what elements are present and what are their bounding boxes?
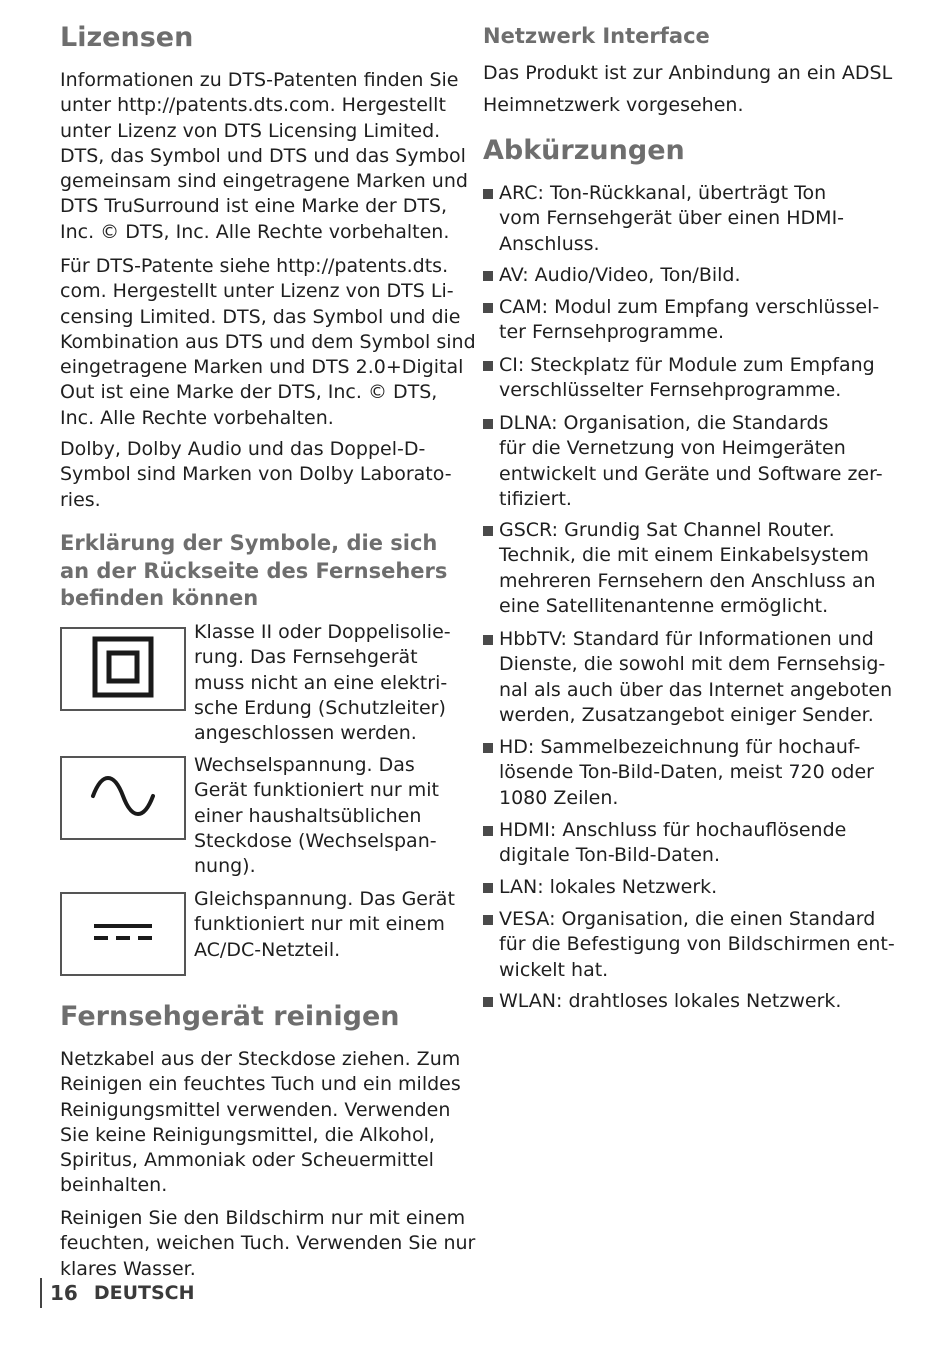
direct-current-icon: [92, 921, 154, 947]
footer-divider: [40, 1278, 42, 1308]
bullet-square-icon: [483, 635, 493, 645]
text-line: mehreren Fernsehern den Anschluss an: [499, 569, 876, 592]
list-item-text: [499, 518, 876, 619]
direct-current-symbol-box: [60, 892, 186, 976]
cleaning-paragraph-1: [60, 1047, 461, 1199]
text-line: Kombination aus DTS und dem Symbol sind: [60, 330, 476, 353]
text-line: digitale Ton-Bild-Daten.: [499, 844, 721, 867]
text-line: censing Limited. DTS, das Symbol und die: [60, 305, 461, 328]
list-item-text: [499, 875, 717, 900]
text-line: Gerät funktioniert nur mit: [194, 779, 439, 802]
double-insulation-icon: [92, 636, 154, 702]
text-line: vom Fernsehgerät über einen HDMI-: [499, 207, 845, 230]
footer-language: DEUTSCH: [93, 1282, 195, 1304]
bullet-square-icon: [483, 526, 493, 536]
text-line: Inc. © DTS, Inc. Alle Rechte vorbehalten.: [60, 220, 450, 243]
text-line: Wechselspannung. Das: [194, 754, 415, 776]
list-item-text: [499, 989, 841, 1014]
symbols-heading: [60, 530, 447, 613]
bullet-square-icon: [483, 826, 493, 836]
list-item-text: [499, 907, 895, 983]
text-line: klares Wasser.: [60, 1257, 196, 1280]
text-line: Spiritus, Ammoniak oder Scheuermittel: [60, 1149, 434, 1172]
text-line: HDMI: Anschluss für hochauflösende: [499, 819, 847, 841]
text-line: rung. Das Fernsehgerät: [194, 646, 418, 669]
network-heading: Netzwerk Interface: [483, 24, 710, 48]
text-line: funktioniert nur mit einem: [194, 913, 445, 936]
bullet-square-icon: [483, 271, 493, 281]
text-line: nal als auch über das Internet angeboten: [499, 678, 893, 701]
list-item-text: [499, 627, 892, 728]
text-line: für die Vernetzung von Heimgeräten: [499, 437, 846, 460]
direct-current-description: [194, 887, 454, 963]
text-line: sche Erdung (Schutzleiter): [194, 696, 446, 719]
cleaning-paragraph-2: [60, 1206, 476, 1282]
bullet-square-icon: [483, 361, 493, 371]
text-line: Gleichspannung. Das Gerät: [194, 888, 455, 910]
text-line: ter Fernsehprogramme.: [499, 321, 725, 344]
alternating-current-icon: [90, 776, 156, 820]
alternating-current-description: [194, 753, 454, 879]
text-line: GSCR: Grundig Sat Channel Router.: [499, 519, 835, 541]
text-line: Netzkabel aus der Steckdose ziehen. Zum: [60, 1048, 461, 1070]
bullet-square-icon: [483, 997, 493, 1007]
text-line: com. Hergestellt unter Lizenz von DTS Li-: [60, 280, 454, 303]
licenses-paragraph-3: [60, 437, 455, 513]
text-line: unter http://patents.dts.com. Hergestellt: [60, 94, 446, 117]
licenses-paragraph-2: [60, 254, 476, 431]
text-line: DLNA: Organisation, die Standards: [499, 412, 829, 434]
text-line: muss nicht an eine elektri-: [194, 671, 448, 694]
text-line: AC/DC-Netzteil.: [194, 938, 341, 961]
text-line: DTS TruSurround ist eine Marke der DTS,: [60, 195, 448, 218]
text-line: Anschluss.: [499, 232, 600, 255]
page-footer: [40, 1278, 195, 1308]
text-line: entwickelt und Geräte und Software zer-: [499, 462, 883, 485]
text-line: Technik, die mit einem Einkabelsystem: [499, 544, 869, 567]
text-line: eingetragene Marken und DTS 2.0+Digital: [60, 356, 464, 379]
abbreviations-heading: Abkürzungen: [483, 135, 685, 166]
text-line: HD: Sammelbezeichnung für hochauf-: [499, 736, 861, 758]
heading-line: Erklärung der Symbole, die sich: [60, 531, 438, 555]
list-item-text: [499, 295, 879, 346]
text-line: 1080 Zeilen.: [499, 786, 619, 809]
page-number: 16: [50, 1281, 78, 1305]
list-item-text: [499, 411, 883, 512]
text-line: Klasse II oder Doppelisolie-: [194, 621, 451, 643]
text-line: Steckdose (Wechselspan-: [194, 829, 437, 852]
text-line: für die Befestigung von Bildschirmen ent-: [499, 933, 895, 956]
heading-line: befinden können: [60, 586, 259, 610]
text-line: DTS, das Symbol und DTS und das Symbol: [60, 144, 466, 167]
licenses-paragraph-1: [60, 68, 468, 245]
text-line: eine Satellitenantenne ermöglicht.: [499, 594, 829, 617]
text-line: Inc. Alle Rechte vorbehalten.: [60, 406, 334, 429]
text-line: HbbTV: Standard für Informationen und: [499, 628, 874, 650]
text-line: ARC: Ton-Rückkanal, überträgt Ton: [499, 182, 827, 204]
text-line: tifiziert.: [499, 487, 572, 510]
text-line: CI: Steckplatz für Module zum Empfang: [499, 354, 875, 376]
text-line: Reinigen Sie den Bildschirm nur mit einem: [60, 1207, 466, 1229]
bullet-square-icon: [483, 743, 493, 753]
cleaning-heading: Fernsehgerät reinigen: [60, 1001, 400, 1032]
text-line: einer haushaltsüblichen: [194, 804, 422, 827]
text-line: Out ist eine Marke der DTS, Inc. © DTS,: [60, 381, 438, 404]
bullet-square-icon: [483, 915, 493, 925]
text-line: nung).: [194, 855, 256, 878]
double-insulation-symbol-box: [60, 627, 186, 711]
text-line: Reinigungsmittel verwenden. Verwenden: [60, 1098, 451, 1121]
licenses-heading: Lizensen: [60, 22, 194, 53]
bullet-square-icon: [483, 419, 493, 429]
text-line: Heimnetzwerk vorgesehen.: [483, 94, 744, 116]
alternating-current-symbol-box: [60, 756, 186, 840]
text-line: AV: Audio/Video, Ton/Bild.: [499, 264, 741, 286]
network-paragraph: [483, 57, 893, 121]
text-line: lösende Ton-Bild-Daten, meist 720 oder: [499, 761, 874, 784]
text-line: Reinigen ein feuchtes Tuch und ein mildes: [60, 1073, 461, 1096]
heading-line: an der Rückseite des Fernsehers: [60, 558, 448, 583]
text-line: Dienste, die sowohl mit dem Fernsehsig-: [499, 653, 886, 676]
text-line: Sie keine Reinigungsmittel, die Alkohol,: [60, 1123, 435, 1146]
list-item-text: [499, 263, 741, 288]
list-item-text: [499, 181, 844, 257]
list-item-text: [499, 353, 875, 404]
text-line: werden, Zusatzangebot einiger Sender.: [499, 703, 874, 726]
bullet-square-icon: [483, 883, 493, 893]
text-line: verschlüsselter Fernsehprogramme.: [499, 379, 842, 402]
text-line: feuchten, weichen Tuch. Verwenden Sie nur: [60, 1232, 476, 1255]
text-line: angeschlossen werden.: [194, 722, 417, 745]
text-line: Informationen zu DTS-Patenten finden Sie: [60, 69, 459, 91]
double-insulation-description: [194, 620, 454, 746]
text-line: Dolby, Dolby Audio und das Doppel-D-: [60, 438, 426, 460]
text-line: Für DTS-Patente siehe http://patents.dts.: [60, 255, 449, 277]
text-line: Das Produkt ist zur Anbindung an ein ADSL: [483, 62, 893, 84]
text-line: gemeinsam sind eingetragene Marken und: [60, 170, 468, 193]
text-line: beinhalten.: [60, 1174, 168, 1197]
bullet-square-icon: [483, 303, 493, 313]
bullet-square-icon: [483, 189, 493, 199]
text-line: wickelt hat.: [499, 958, 609, 981]
text-line: WLAN: drahtloses lokales Netzwerk.: [499, 990, 842, 1012]
text-line: ries.: [60, 488, 101, 511]
text-line: Symbol sind Marken von Dolby Laborato-: [60, 463, 452, 486]
text-line: LAN: lokales Netzwerk.: [499, 876, 718, 898]
text-line: unter Lizenz von DTS Licensing Limited.: [60, 119, 441, 142]
list-item-text: [499, 818, 846, 869]
list-item-text: [499, 735, 874, 811]
text-line: CAM: Modul zum Empfang verschlüssel-: [499, 296, 880, 318]
text-line: VESA: Organisation, die einen Standard: [499, 908, 876, 930]
